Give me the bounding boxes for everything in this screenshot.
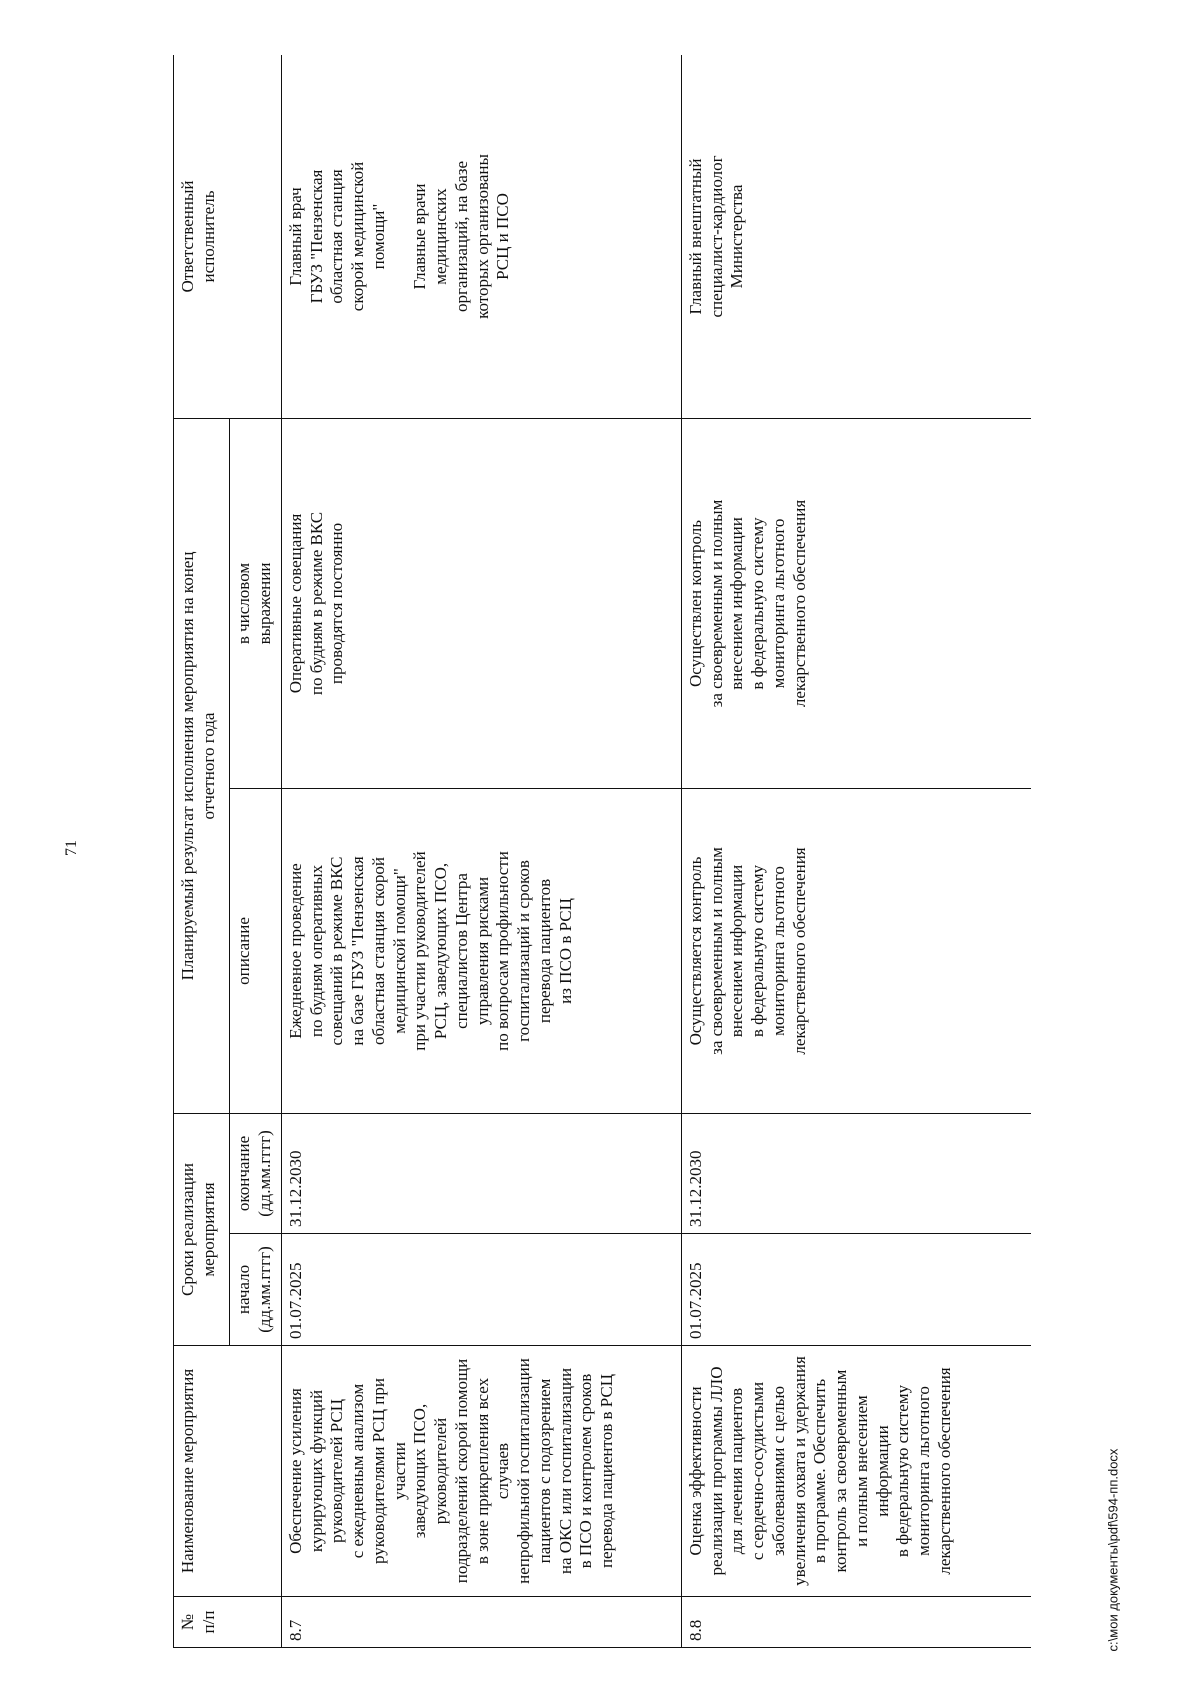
cell-responsible: Главный врач ГБУЗ "Пензенская областная станция скорой медицинской помощи" Главные врачи медицинских организаций, на базе которых организованы РСЦ и ПСО <box>282 55 682 418</box>
measures-table <box>173 55 1031 1648</box>
header-end: окончание (дд.мм.гггг) <box>230 1114 282 1234</box>
header-result: Планируемый результат исполнения мероприятия на конец отчетного года <box>174 418 230 1113</box>
header-row-1 <box>174 55 230 1648</box>
page-number: 71 <box>63 840 80 856</box>
table-row <box>682 55 1032 1648</box>
cell-num: 8.7 <box>282 1597 682 1648</box>
header-name: Наименование мероприятия <box>174 1346 282 1597</box>
cell-name: Оценка эффективности реализации программы ЛЛО для лечения пациентов с сердечно-сосудистыми заболеваниями с целью увеличения охвата и удержания в программе. Обеспечить контроль за своевременным и полным внесением информации в федеральную систему мониторинга льготного лекарственного обеспечения <box>682 1346 1032 1597</box>
header-terms: Сроки реализации мероприятия <box>174 1114 230 1346</box>
header-start: начало (дд.мм.гггг) <box>230 1234 282 1346</box>
rotated-table-area <box>173 55 1031 1648</box>
cell-name: Обеспечение усиления курирующих функций руководителей РСЦ с ежедневным анализом руководителями РСЦ при участии заведующих ПСО, руководителей подразделений скорой помощи в зоне прикрепления всех случаев непрофильной госпитализации пациентов с подозрением на ОКС или госпитализации в ПСО и контролем сроков перевода пациентов в РСЦ <box>282 1346 682 1597</box>
header-responsible: Ответственный исполнитель <box>174 55 282 418</box>
header-num: № п/п <box>174 1597 282 1648</box>
cell-end: 31.12.2030 <box>682 1114 1032 1234</box>
footer-file-path: c:\мои документы\pdf\594-пп.docx <box>1105 1448 1121 1652</box>
cell-start: 01.07.2025 <box>682 1234 1032 1346</box>
cell-responsible: Главный внештатный специалист-кардиолог Министерства <box>682 55 1032 418</box>
header-desc: описание <box>230 789 282 1114</box>
cell-start: 01.07.2025 <box>282 1234 682 1346</box>
cell-numeric: Оперативные совещания по будням в режиме ВКС проводятся постоянно <box>282 418 682 788</box>
cell-num: 8.8 <box>682 1597 1032 1648</box>
cell-desc: Осуществляется контроль за своевременным и полным внесением информации в федеральную систему мониторинга льготного лекарственного обеспечения <box>682 789 1032 1114</box>
cell-numeric: Осуществлен контроль за своевременным и полным внесением информации в федеральную систему мониторинга льготного лекарственного обеспечения <box>682 418 1032 788</box>
table-row <box>282 55 682 1648</box>
cell-desc: Ежедневное проведение по будням оперативных совещаний в режиме ВКС на базе ГБУЗ "Пензенская областная станция скорой медицинской помощи" при участии руководителей РСЦ, заведующих ПСО, специалистов Центра управления рисками по вопросам профильности госпитализаций и сроков перевода пациентов из ПСО в РСЦ <box>282 789 682 1114</box>
header-numeric: в числовом выражении <box>230 418 282 788</box>
cell-end: 31.12.2030 <box>282 1114 682 1234</box>
measures-table-container <box>173 55 1031 1648</box>
